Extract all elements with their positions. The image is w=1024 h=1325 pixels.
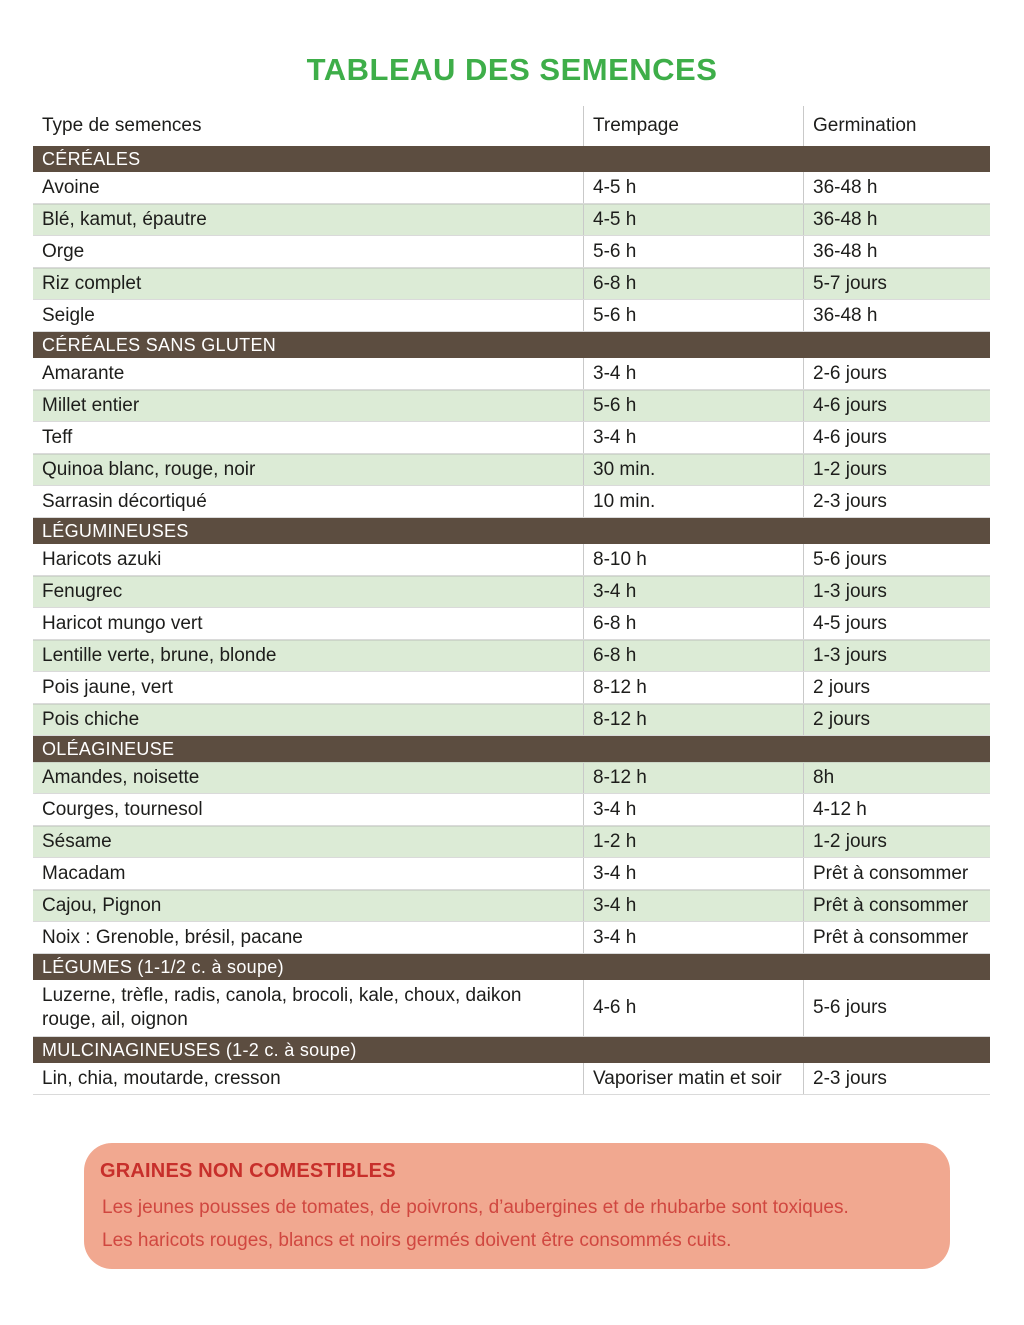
seed-name: Lentille verte, brune, blonde [42,645,277,667]
trempage-value: 6-8 h [583,641,803,671]
seed-name: Amarante [42,362,125,384]
seed-table [33,106,990,1095]
seed-name: Orge [42,240,85,262]
table-row [33,172,990,204]
germination-value: 2-6 jours [803,358,990,389]
table-row [33,268,990,300]
table-row [33,858,990,890]
germination-value: 1-2 jours [803,827,990,857]
trempage-value: 3-4 h [583,358,803,389]
germination-value: 2-3 jours [803,486,990,517]
table-header-row [33,106,990,146]
trempage-value: 6-8 h [583,608,803,639]
table-row [33,980,990,1037]
table-row [33,922,990,954]
seed-name: Haricots azuki [42,548,162,570]
table-row [33,608,990,640]
germination-value: 5-7 jours [803,269,990,299]
table-row [33,762,990,794]
seed-name: Sarrasin décortiqué [42,490,207,512]
trempage-value: 3-4 h [583,858,803,889]
warning-box [84,1143,950,1269]
table-row [33,576,990,608]
table-row [33,704,990,736]
seed-name: Millet entier [42,395,140,417]
table-row [33,204,990,236]
trempage-value: 6-8 h [583,269,803,299]
trempage-value: 8-12 h [583,705,803,735]
germination-value: 1-2 jours [803,455,990,485]
trempage-value: 3-4 h [583,422,803,453]
seed-name: Teff [42,426,73,448]
trempage-value: 4-5 h [583,172,803,203]
seed-name: Cajou, Pignon [42,895,162,917]
seed-name: Quinoa blanc, rouge, noir [42,459,256,481]
table-row [33,640,990,672]
table-row [33,454,990,486]
table-row [33,486,990,518]
section-header: LÉGUMES (1-1/2 c. à soupe) [33,954,990,980]
germination-value: 36-48 h [803,300,990,331]
table-row [33,422,990,454]
warning-title: GRAINES NON COMESTIBLES [100,1160,396,1182]
page-title: TABLEAU DES SEMENCES [306,52,718,87]
trempage-value: 3-4 h [583,922,803,953]
section-header: CÉRÉALES SANS GLUTEN [33,332,990,358]
seed-name: Noix : Grenoble, brésil, pacane [42,926,303,948]
seed-name: Lin, chia, moutarde, cresson [42,1067,281,1089]
trempage-value: 5-6 h [583,391,803,421]
trempage-value: 5-6 h [583,300,803,331]
seed-name: Pois jaune, vert [42,676,173,698]
germination-value: 4-12 h [803,794,990,825]
germination-value: 5-6 jours [803,980,990,1036]
table-row [33,390,990,422]
trempage-value: 1-2 h [583,827,803,857]
table-row [33,358,990,390]
germination-value: 1-3 jours [803,641,990,671]
seed-name: Seigle [42,304,95,326]
seed-name: Blé, kamut, épautre [42,209,207,231]
trempage-value: 3-4 h [583,577,803,607]
trempage-value: 4-6 h [583,980,803,1036]
table-row [33,672,990,704]
germination-value: 4-5 jours [803,608,990,639]
section-header: LÉGUMINEUSES [33,518,990,544]
warning-line-1: Les jeunes pousses de tomates, de poivrons, d’aubergines et de rhubarbe sont toxiques. [102,1197,849,1218]
trempage-value: 8-12 h [583,672,803,703]
table-row [33,794,990,826]
germination-value: 5-6 jours [803,544,990,575]
seed-name: Avoine [42,176,100,198]
germination-value: 36-48 h [803,172,990,203]
germination-value: 2-3 jours [803,1063,990,1094]
germination-value: Prêt à consommer [803,922,990,953]
germination-value: 36-48 h [803,205,990,235]
germination-value: Prêt à consommer [803,891,990,921]
section-header: OLÉAGINEUSE [33,736,990,762]
seed-name: Fenugrec [42,581,123,603]
germination-value: Prêt à consommer [803,858,990,889]
column-header-trempage: Trempage [583,106,803,146]
germination-value: 36-48 h [803,236,990,267]
trempage-value: 3-4 h [583,794,803,825]
section-header: MULCINAGINEUSES (1-2 c. à soupe) [33,1037,990,1063]
table-row [33,1063,990,1095]
warning-line-2: Les haricots rouges, blancs et noirs germés doivent être consommés cuits. [102,1230,732,1251]
trempage-value: 5-6 h [583,236,803,267]
germination-value: 1-3 jours [803,577,990,607]
table-row [33,890,990,922]
seed-name: Courges, tournesol [42,798,203,820]
trempage-value: 8-10 h [583,544,803,575]
seed-name: Luzerne, trèfle, radis, canola, brocoli, kale, choux, daikon rouge, ail, oignon [42,985,522,1030]
seed-name: Haricot mungo vert [42,612,203,634]
table-row [33,544,990,576]
trempage-value: 10 min. [583,486,803,517]
section-header: CÉRÉALES [33,146,990,172]
table-row [33,236,990,268]
trempage-value: 30 min. [583,455,803,485]
trempage-value: 3-4 h [583,891,803,921]
trempage-value: 4-5 h [583,205,803,235]
seed-name: Riz complet [42,273,142,295]
seed-name: Pois chiche [42,709,140,731]
table-row [33,826,990,858]
column-header-type: Type de semences [42,115,202,136]
table-row [33,300,990,332]
trempage-value: Vaporiser matin et soir [583,1063,803,1094]
germination-value: 2 jours [803,672,990,703]
table-body [33,146,990,1095]
seed-name: Amandes, noisette [42,767,200,789]
germination-value: 4-6 jours [803,391,990,421]
seed-name: Macadam [42,862,126,884]
germination-value: 4-6 jours [803,422,990,453]
seed-name: Sésame [42,831,112,853]
column-header-germination: Germination [803,106,990,146]
germination-value: 8h [803,763,990,793]
trempage-value: 8-12 h [583,763,803,793]
germination-value: 2 jours [803,705,990,735]
